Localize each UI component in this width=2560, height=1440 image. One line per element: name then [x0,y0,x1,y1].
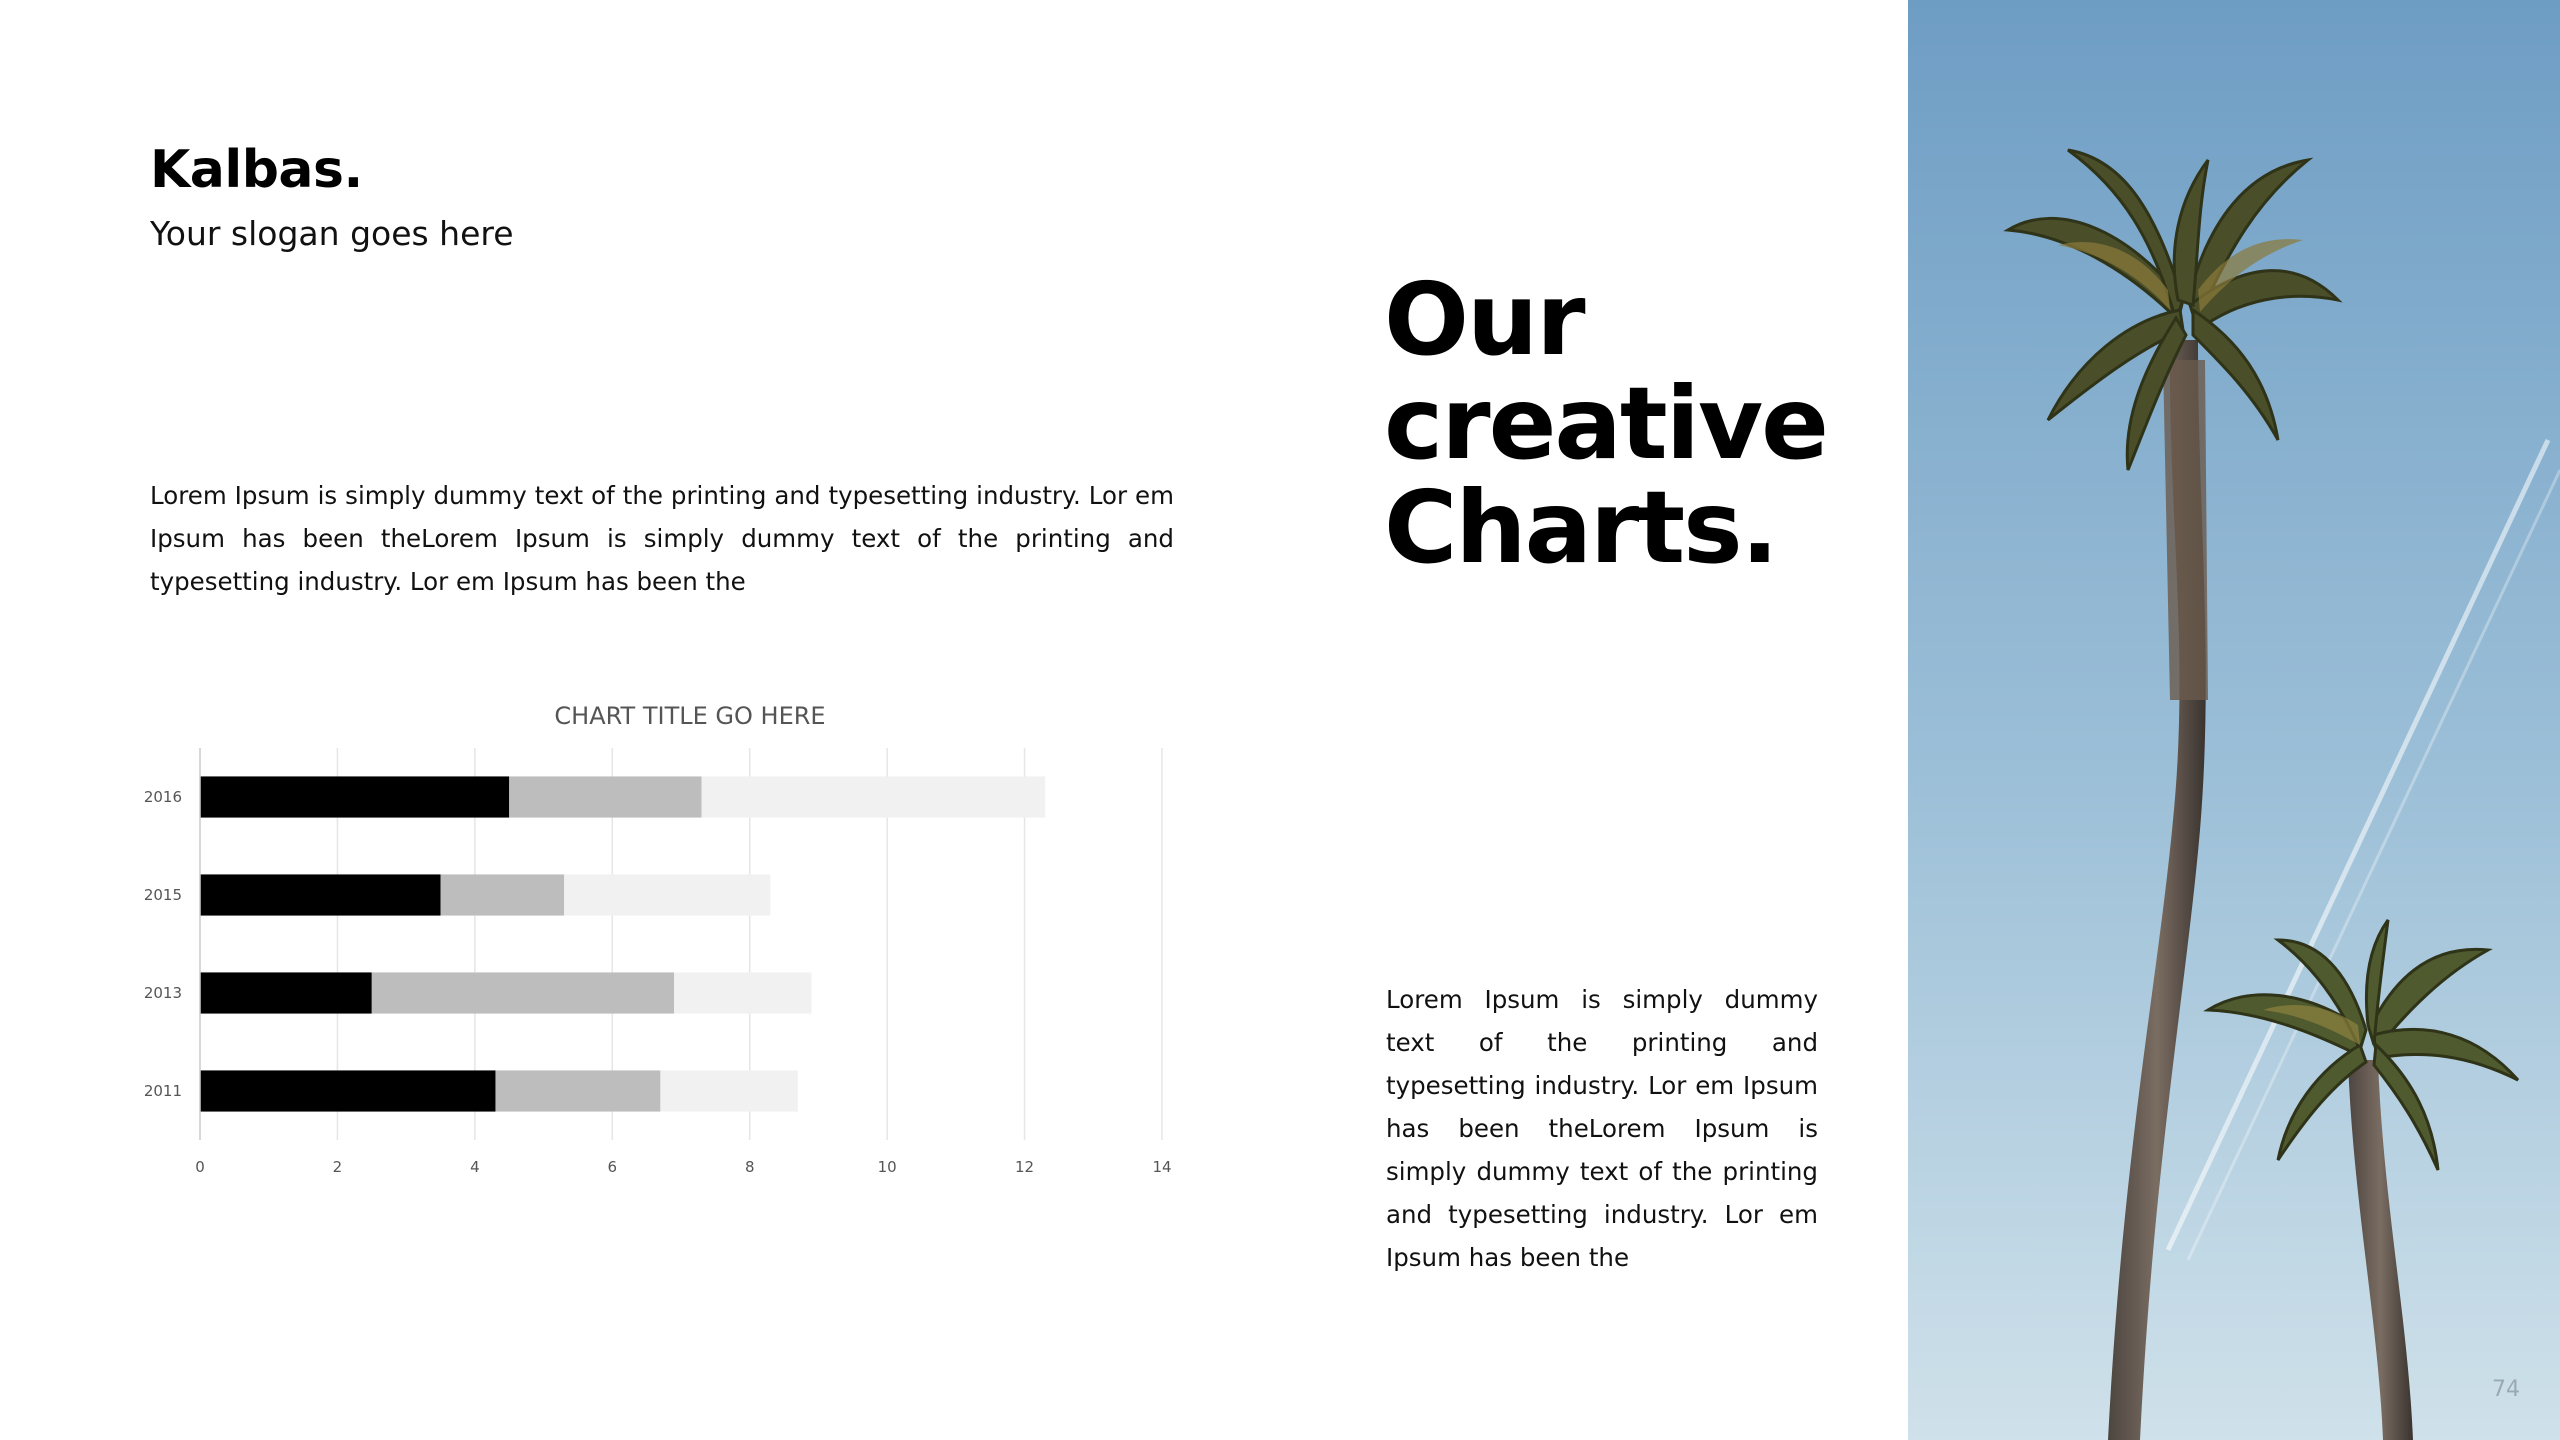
chart-title: CHART TITLE GO HERE [554,702,826,730]
bar-segment [200,874,441,915]
headline [1384,261,1827,586]
headline-line-3: Charts. [1384,469,1777,586]
bar-segment [564,874,770,915]
y-category-label: 2016 [143,788,182,806]
bar-segment [200,1070,495,1111]
page-number: 74 [2492,1377,2520,1402]
x-tick-label: 8 [744,1158,755,1176]
bar-segment [495,1070,660,1111]
bar-segment [660,1070,797,1111]
brand-slogan: Your slogan goes here [150,214,514,253]
palm-trees-photo [1908,0,2560,1440]
side-paragraph: Lorem Ipsum is simply dummy text of the printing and typesetting industry. Lor em Ipsum has been theLorem Ipsum is simply dummy text of the printing and typesetting industry. Lor em Ipsum has been the [1386,985,1818,1272]
bar-segment [372,972,674,1013]
bar-segment [200,776,509,817]
headline-line-1: Our [1384,261,1584,378]
bar-segment [509,776,701,817]
y-category-label: 2011 [143,1082,182,1100]
bar-segment [441,874,565,915]
x-tick-label: 12 [1015,1158,1035,1176]
x-tick-label: 0 [195,1158,205,1176]
x-tick-label: 14 [1152,1158,1172,1176]
x-tick-label: 4 [470,1158,480,1176]
bar-segment [702,776,1046,817]
x-tick-label: 10 [877,1158,897,1176]
x-tick-label: 2 [332,1158,343,1176]
intro-paragraph: Lorem Ipsum is simply dummy text of the printing and typesetting industry. Lor em Ipsum has been theLorem Ipsum is simply dummy text of the printing and typesetting industry. Lor em Ipsum has been the [150,481,1174,596]
brand-name: Kalbas. [150,140,363,200]
chart-plot [130,690,1190,1210]
x-tick-label: 6 [607,1158,618,1176]
bar-segment [674,972,811,1013]
y-category-label: 2015 [143,886,182,904]
headline-line-2: creative [1384,365,1827,482]
bar-segment [200,972,372,1013]
bar-chart [130,690,1190,1210]
y-category-label: 2013 [143,984,182,1002]
